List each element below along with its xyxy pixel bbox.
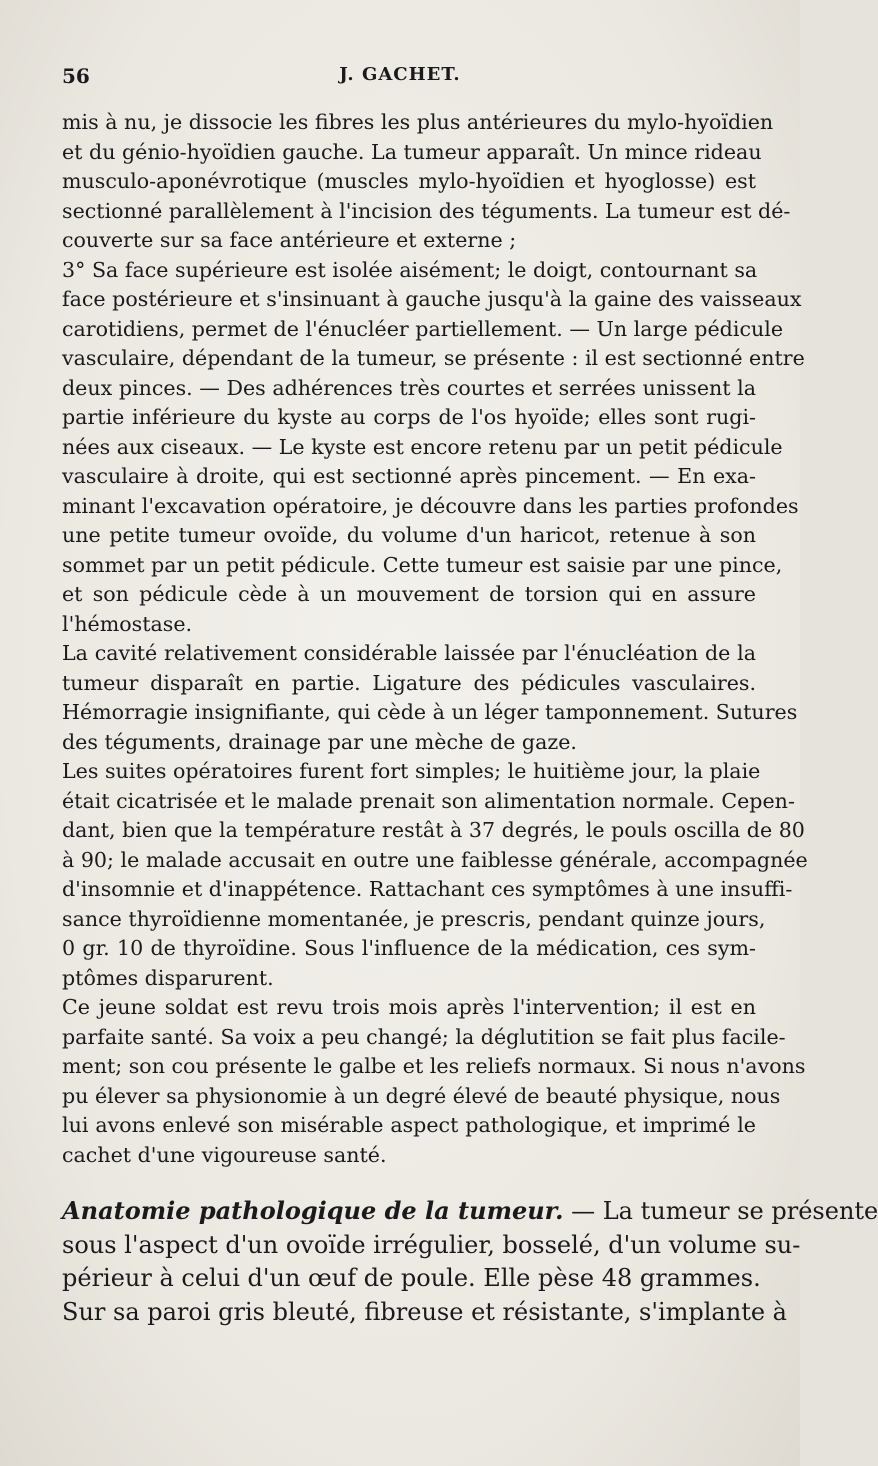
text-line: deux pinces. — Des adhérences très courtes et serrées unissent la [62, 375, 756, 400]
text-line: cachet d'une vigoureuse santé. [62, 1142, 387, 1167]
section-text-line: sous l'aspect d'un ovoïde irrégulier, bosselé, d'un volume su- [62, 1230, 801, 1259]
text-line: l'hémostase. [62, 611, 193, 636]
text-line: 3° Sa face supérieure est isolée aisément; le doigt, contournant sa [62, 257, 758, 282]
text-line: des téguments, drainage par une mèche de gaze. [62, 729, 577, 754]
text-line: partie inférieure du kyste au corps de l'os hyoïde; elles sont rugi- [62, 405, 756, 429]
text-line: était cicatrisée et le malade prenait son alimentation normale. Cepen- [62, 788, 795, 813]
text-line: minant l'excavation opératoire, je découvre dans les parties profondes [62, 493, 799, 518]
running-head: J. GACHET. [339, 64, 461, 85]
section-lines [62, 1229, 801, 1330]
text-line: Les suites opératoires furent fort simples; le huitième jour, la plaie [62, 759, 761, 783]
body-text [62, 108, 878, 1329]
text-line: sommet par un petit pédicule. Cette tumeur est saisie par une pince, [62, 552, 783, 577]
text-line: vasculaire à droite, qui est sectionné après pincement. — En exa- [62, 464, 756, 488]
text-line: couverte sur sa face antérieure et externe ; [62, 228, 517, 252]
section-gap [62, 1170, 756, 1194]
text-line: à 90; le malade accusait en outre une faiblesse générale, accompagnée [62, 847, 808, 872]
text-line: sectionné parallèlement à l'incision des téguments. La tumeur est dé- [62, 198, 791, 223]
text-line: sance thyroïdienne momentanée, je prescris, pendant quinze jours, [62, 906, 766, 931]
text-line: une petite tumeur ovoïde, du volume d'un haricot, retenue à son [62, 523, 756, 547]
text-line: lui avons enlevé son misérable aspect pathologique, et imprimé le [62, 1113, 756, 1137]
body-paragraphs [62, 108, 808, 1170]
text-line: ptômes disparurent. [62, 965, 274, 990]
section-text-line: périeur à celui d'un œuf de poule. Elle pèse 48 grammes. [62, 1264, 761, 1292]
text-line: carotidiens, permet de l'énucléer partiellement. — Un large pédicule [62, 316, 784, 341]
section-first-line [62, 1194, 878, 1229]
text-line: tumeur disparaît en partie. Ligature des pédicules vasculaires. [62, 670, 756, 695]
section-text-line: Sur sa paroi gris bleuté, fibreuse et résistante, s'implante à [62, 1297, 787, 1326]
text-line: pu élever sa physionomie à un degré élevé de beauté physique, nous [62, 1083, 781, 1108]
section-heading-rest: — La tumeur se présente [563, 1197, 878, 1225]
section-heading: Anatomie pathologique de la tumeur. [62, 1196, 564, 1225]
page-number: 56 [62, 64, 90, 88]
text-line: dant, bien que la température restât à 37 degrés, le pouls oscilla de 80 [62, 818, 805, 842]
text-line: Ce jeune soldat est revu trois mois après l'intervention; il est en [62, 995, 756, 1019]
text-line: La cavité relativement considérable laissée par l'énucléation de la [62, 641, 756, 665]
text-line: musculo-aponévrotique (muscles mylo-hyoïdien et hyoglosse) est [62, 169, 756, 193]
section-anatomie [62, 1194, 878, 1329]
text-line: d'insomnie et d'inappétence. Rattachant ces symptômes à une insuffi- [62, 877, 793, 901]
text-line: 0 gr. 10 de thyroïdine. Sous l'influence de la médication, ces sym- [62, 936, 756, 960]
text-line: et son pédicule cède à un mouvement de torsion qui en assure [62, 582, 756, 606]
text-line: mis à nu, je dissocie les fibres les plus antérieures du mylo-hyoïdien [62, 110, 774, 134]
text-line: nées aux ciseaux. — Le kyste est encore retenu par un petit pédicule [62, 434, 783, 459]
text-line: ment; son cou présente le galbe et les reliefs normaux. Si nous n'avons [62, 1054, 806, 1078]
text-line: et du génio-hyoïdien gauche. La tumeur apparaît. Un mince rideau [62, 139, 762, 164]
text-line: face postérieure et s'insinuant à gauche jusqu'à la gaine des vaisseaux [62, 287, 802, 311]
page-header [62, 64, 738, 94]
text-line: vasculaire, dépendant de la tumeur, se présente : il est sectionné entre [62, 346, 805, 370]
text-line: parfaite santé. Sa voix a peu changé; la déglutition se fait plus facile- [62, 1024, 786, 1049]
text-line: Hémorragie insignifiante, qui cède à un léger tamponnement. Sutures [62, 700, 798, 724]
